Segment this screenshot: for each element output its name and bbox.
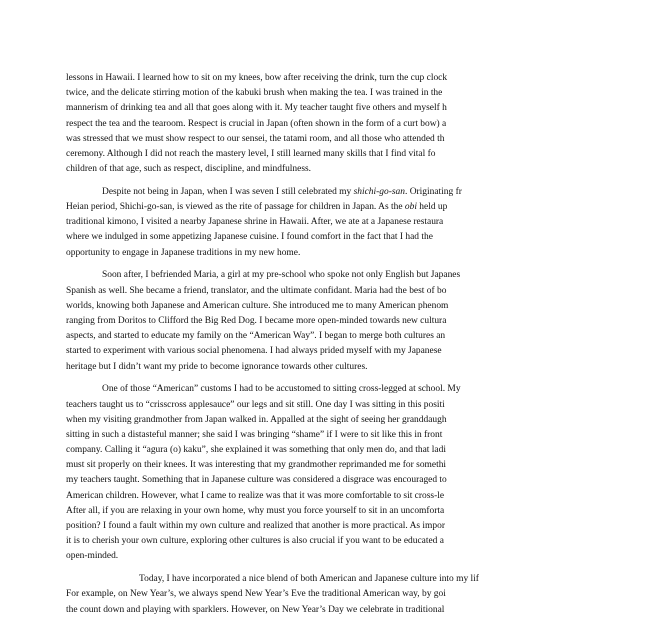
text-line: Soon after, I befriended Maria, a girl at my pre-school who spoke not only English but Japanes: [102, 270, 461, 281]
text-line: traditional kimono, I visited a nearby Japanese shrine in Hawaii. After, we ate at a Japanese restaura: [66, 217, 444, 228]
paragraph-gap: [66, 261, 666, 269]
text-line: when my visiting grandmother from Japan walked in. Appalled at the sight of seeing her granddaugh: [66, 414, 447, 425]
text-line: started to experiment with various social phenomena. I had always prided myself with my Japanese: [66, 346, 442, 357]
text-line: Today, I have incorporated a nice blend of both American and Japanese culture into my lif: [139, 574, 479, 585]
document-body: [66, 71, 666, 618]
paragraph-sitting-cross-legged: [66, 382, 666, 564]
text-line: sitting in such a distasteful manner; she said I was bringing “shame” if I were to sit like this in front: [66, 429, 443, 440]
text-line: opportunity to engage in Japanese traditions in my new home.: [66, 247, 301, 258]
text-line: heritage but I didn’t want my pride to become ignorance towards other cultures.: [66, 361, 368, 372]
text-line: American children. However, what I came to realize was that it was more comfortable to sit cross-le: [66, 490, 445, 501]
text-line: worlds, knowing both Japanese and American culture. She introduced me to many American phenom: [66, 300, 449, 311]
text-line: ranging from Doritos to Clifford the Big Red Dog. I became more open-minded towards new cultura: [66, 316, 447, 326]
text-line: After all, if you are relaxing in your own home, why must you force yourself to sit in an uncomforta: [66, 505, 445, 516]
text-line: lessons in Hawaii. I learned how to sit on my knees, bow after receiving the drink, turn the cup clock: [66, 73, 448, 83]
text-line: twice, and the delicate stirring motion of the kabuki brush when making the tea. I was trained in the: [66, 88, 443, 99]
text-line: was stressed that we must show respect to our sensei, the tatami room, and all those who attended th: [66, 133, 445, 144]
text-line: children of that age, such as respect, discipline, and mindfulness.: [66, 164, 312, 175]
paragraph-maria: [66, 268, 666, 374]
text-line: respect the tea and the tearoom. Respect is crucial in Japan (often shown in the form of a curt bow) a: [66, 118, 447, 129]
text-line: teachers taught us to “crisscross applesauce” our legs and sit still. One day I was sitting in this positi: [66, 399, 445, 410]
text-line: ceremony. Although I did not reach the mastery level, I still learned many skills that I find vital fo: [66, 148, 436, 159]
text-line: must sit properly on their knees. It was interesting that my grandmother reprimanded me for somethi: [66, 460, 447, 471]
text-line: it is to cherish your own culture, exploring other cultures is also crucial if you want to be educated a: [66, 536, 444, 547]
text-line: One of those “American” customs I had to be accustomed to sitting cross-legged at school. My: [102, 384, 461, 395]
paragraph-tea-ceremony: [66, 71, 666, 177]
text-line: my teachers taught. Something that in Japanese culture was considered a disgrace was encouraged to: [66, 475, 447, 486]
paragraph-shichi-go-san: [66, 185, 666, 261]
paragraph-today: [66, 572, 666, 618]
text-line: company. Calling it “agura (o) kaku”, she explained it was something that only men do, and that ladi: [66, 445, 446, 456]
text-line: For example, on New Year’s, we always spend New Year’s Eve the traditional American way, by goi: [66, 589, 446, 600]
paragraph-gap: [66, 375, 666, 383]
text-line: open-minded.: [66, 551, 119, 562]
text-line: position? I found a fault within my own culture and realized that another is more practical. As impor: [66, 521, 445, 532]
text-line: Despite not being in Japan, when I was seven I still celebrated my shichi-go-san. Originating fr: [102, 186, 462, 197]
text-line: aspects, and started to educate my family on the “American Way”. I began to merge both cultures an: [66, 331, 446, 342]
text-line: Spanish as well. She became a friend, translator, and the ultimate confidant. Maria had the best of bo: [66, 285, 447, 296]
text-line: mannerism of drinking tea and all that goes along with it. My teacher taught five others and myself h: [66, 103, 447, 114]
text-line: the count down and playing with sparklers. However, on New Year’s Day we celebrate in traditional: [66, 604, 445, 615]
paragraph-gap: [66, 177, 666, 185]
text-line: where we indulged in some appetizing Japanese cuisine. I found comfort in the fact that I had the: [66, 232, 433, 243]
paragraph-gap: [66, 565, 666, 573]
text-line: Heian period, Shichi-go-san, is viewed as the rite of passage for children in Japan. As the obi held up: [66, 202, 448, 213]
